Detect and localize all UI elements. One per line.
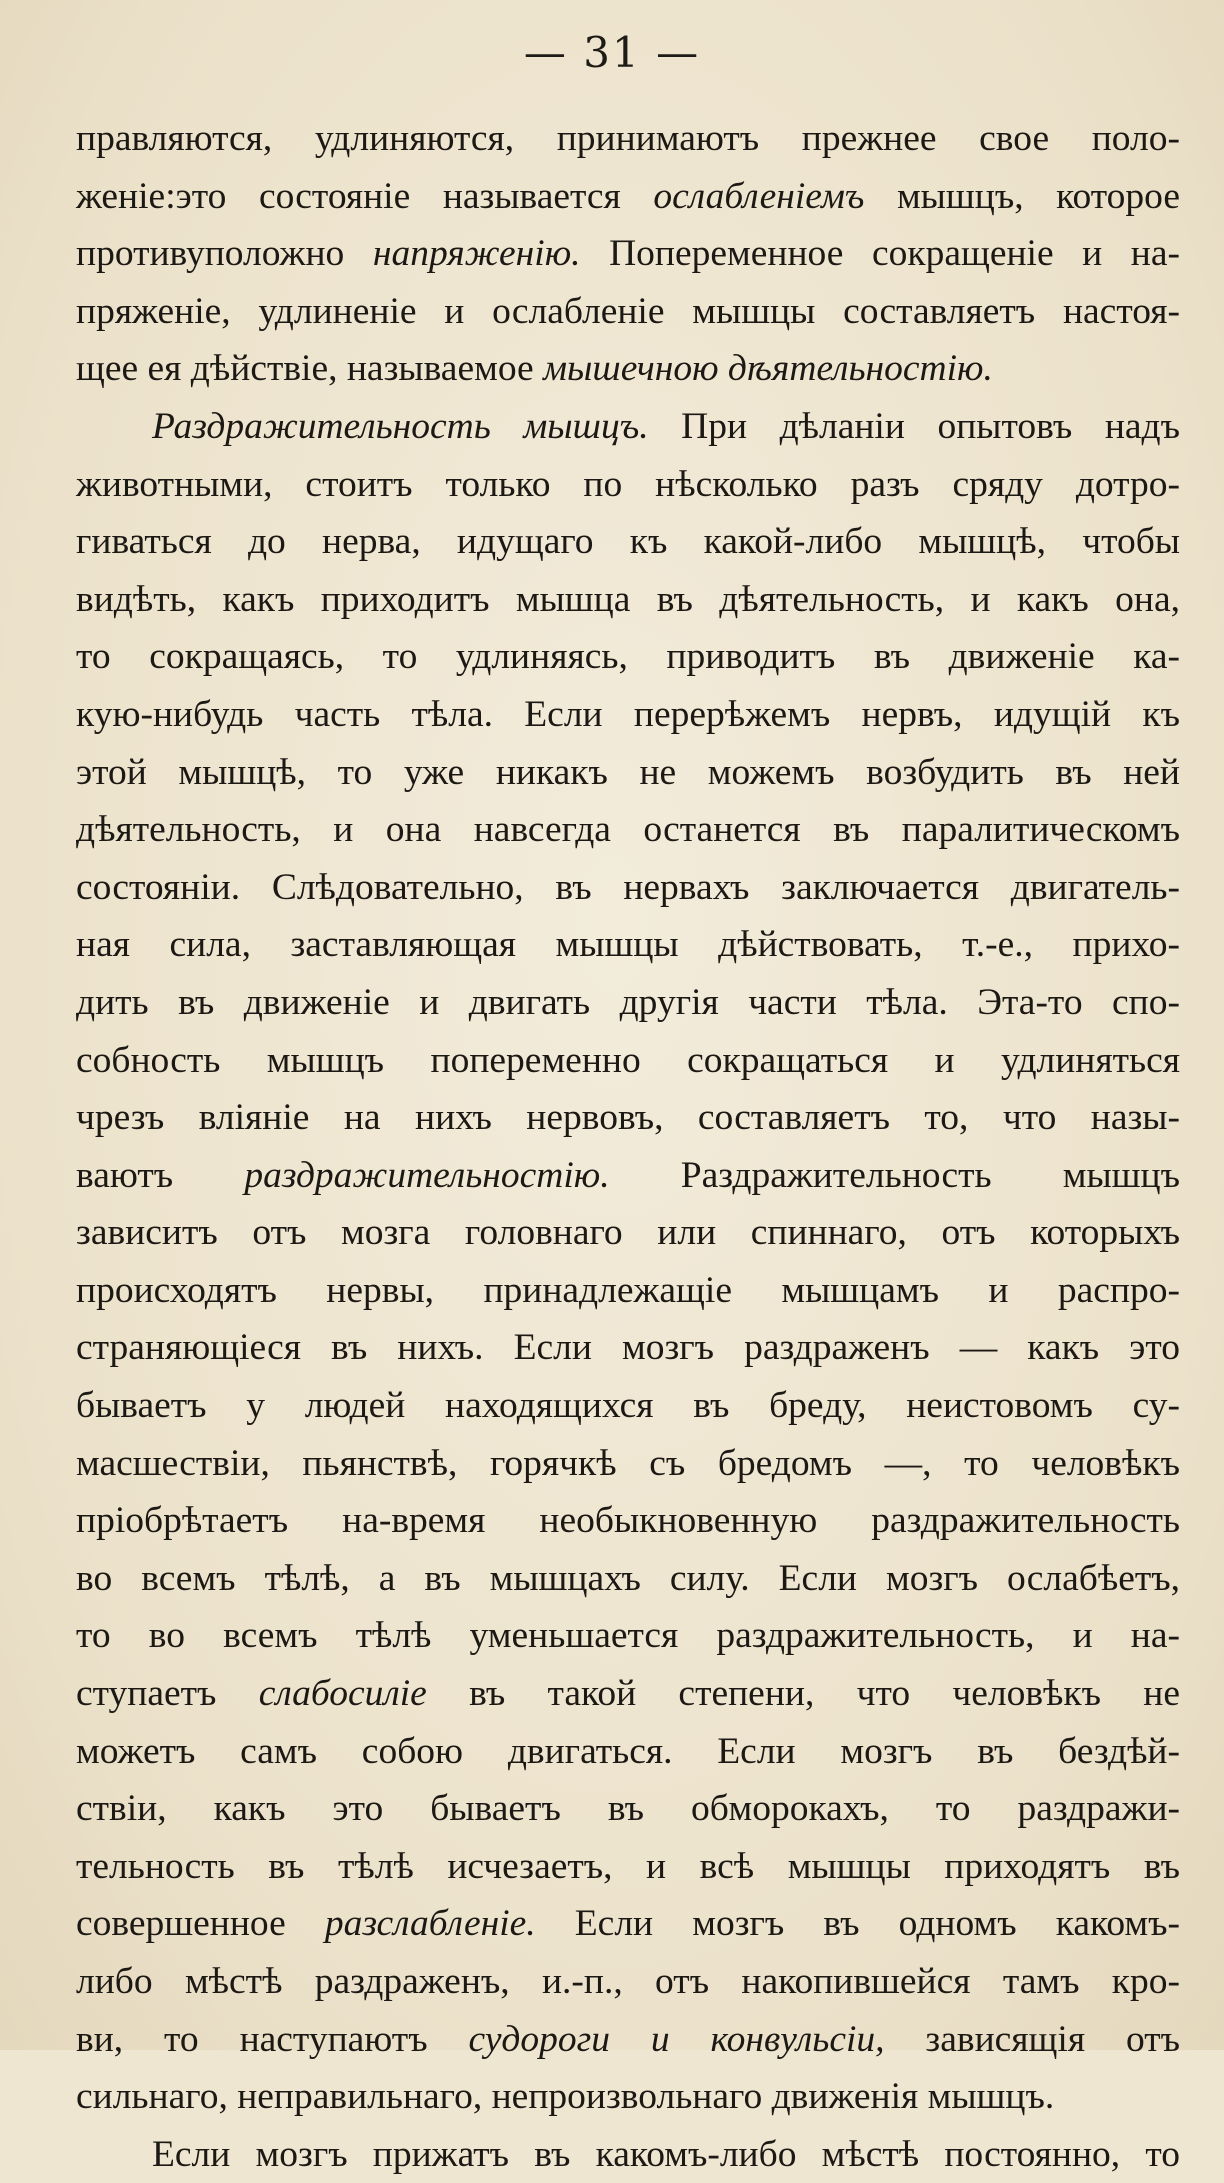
text-segment: пріобрѣтаетъ на-время необыкновенную раздражительность	[76, 1500, 1180, 1542]
italic-term: Раздражительность мышцъ.	[152, 405, 649, 447]
text-segment: Если мозгъ въ одномъ какомъ-	[535, 1903, 1180, 1945]
text-line	[76, 1147, 1180, 1205]
text-segment: ная сила, заставляющая мышцы дѣйствовать, т.-е., прихо-	[76, 924, 1180, 966]
text-line	[76, 225, 1180, 283]
text-line	[76, 628, 1180, 686]
text-segment: зависитъ отъ мозга головнаго или спиннаго, отъ которыхъ	[76, 1212, 1180, 1254]
text-segment: этой мышцѣ, то уже никакъ не можемъ возбудить въ ней	[76, 751, 1180, 793]
page-number: — 31 —	[523, 28, 701, 77]
text-line	[76, 1723, 1180, 1781]
text-line	[76, 168, 1180, 226]
italic-term: слабосиліе	[258, 1673, 427, 1715]
text-segment: При дѣланіи опытовъ надъ	[648, 405, 1181, 447]
text-line	[76, 2126, 1180, 2183]
text-line	[76, 1319, 1180, 1377]
text-segment: ступаетъ	[76, 1673, 259, 1715]
text-line	[76, 571, 1180, 629]
text-segment: ви, то наступаютъ	[76, 2018, 469, 2060]
text-line	[76, 1895, 1180, 1953]
text-line	[76, 283, 1180, 341]
text-segment: масшествіи, пьянствѣ, горячкѣ съ бредомъ —, то человѣкъ	[76, 1442, 1180, 1484]
text-segment: тельность въ тѣлѣ исчезаетъ, и всѣ мышцы приходятъ въ	[76, 1845, 1180, 1887]
text-segment: ствіи, какъ это бываетъ въ обморокахъ, то раздражи-	[76, 1788, 1180, 1830]
text-line	[76, 340, 1180, 398]
text-line	[76, 744, 1180, 802]
text-segment: во всемъ тѣлѣ, а въ мышцахъ силу. Если мозгъ ослабѣетъ,	[76, 1557, 1180, 1599]
text-line	[76, 1780, 1180, 1838]
text-segment: щее ея дѣйствіе, называемое	[76, 348, 544, 390]
text-segment: кую-нибудь часть тѣла. Если перерѣжемъ нервъ, идущій къ	[76, 693, 1180, 735]
text-segment: страняющіеся въ нихъ. Если мозгъ раздраженъ — какъ это	[76, 1327, 1180, 1369]
text-line	[76, 1550, 1180, 1608]
text-line	[76, 1089, 1180, 1147]
text-line	[76, 1953, 1180, 2011]
body-text	[76, 110, 1180, 2183]
text-line	[76, 686, 1180, 744]
text-segment: Если мозгъ прижатъ въ какомъ-либо мѣстѣ постоянно, то	[152, 2133, 1180, 2175]
text-segment: Раздражительность мышцъ	[609, 1154, 1180, 1196]
text-segment: пряженіе, удлиненіе и ослабленіе мышцы составляетъ настоя-	[76, 290, 1180, 332]
text-segment: можетъ самъ собою двигаться. Если мозгъ въ бездѣй-	[76, 1730, 1180, 1772]
text-segment: дѣятельность, и она навсегда останется въ паралитическомъ	[76, 809, 1180, 851]
text-line	[76, 1665, 1180, 1723]
text-segment: гиваться до нерва, идущаго къ какой-либо мышцѣ, чтобы	[76, 521, 1180, 563]
text-line	[76, 1492, 1180, 1550]
text-segment: то во всемъ тѣлѣ уменьшается раздражительность, и на-	[76, 1615, 1180, 1657]
italic-term: разслабленіе.	[324, 1903, 536, 1945]
text-segment: зависящія отъ	[884, 2018, 1181, 2060]
text-line	[76, 801, 1180, 859]
text-segment: происходятъ нервы, принадлежащіе мышцамъ и распро-	[76, 1269, 1180, 1311]
text-line	[76, 1032, 1180, 1090]
text-segment: мышцъ, которое	[864, 175, 1181, 217]
text-line	[76, 2068, 1180, 2126]
text-segment: женіе:это состояніе называется	[76, 175, 654, 217]
text-line	[76, 110, 1180, 168]
text-segment: состояніи. Слѣдовательно, въ нервахъ заключается двигатель-	[76, 866, 1180, 908]
text-segment: совершенное	[76, 1903, 325, 1945]
italic-term: напряженію.	[372, 233, 581, 275]
text-line	[76, 1377, 1180, 1435]
text-segment: собность мышцъ попеременно сокращаться и удлиняться	[76, 1039, 1180, 1081]
text-segment: сильнаго, неправильнаго, непроизвольнаго движенія мышцъ.	[76, 2076, 1055, 2118]
text-segment: то сокращаясь, то удлиняясь, приводитъ въ движеніе ка-	[76, 636, 1180, 678]
text-segment: ваютъ	[76, 1154, 245, 1196]
text-segment: бываетъ у людей находящихся въ бреду, неистовомъ су-	[76, 1385, 1180, 1427]
text-line	[76, 1262, 1180, 1320]
italic-term: раздражительностію.	[244, 1154, 610, 1196]
text-segment: видѣть, какъ приходитъ мышца въ дѣятельность, и какъ она,	[76, 578, 1180, 620]
text-segment: правляются, удлиняются, принимаютъ прежнее свое поло-	[76, 118, 1180, 159]
italic-term: судороги и конвульсіи,	[468, 2018, 885, 2060]
text-line	[76, 456, 1180, 514]
text-segment: въ такой степени, что человѣкъ не	[426, 1673, 1180, 1715]
text-line	[76, 1435, 1180, 1493]
text-line	[76, 1607, 1180, 1665]
text-line	[76, 1838, 1180, 1896]
text-line	[76, 859, 1180, 917]
text-line	[76, 974, 1180, 1032]
text-line	[76, 1204, 1180, 1262]
text-line	[76, 916, 1180, 974]
text-line	[76, 2011, 1180, 2069]
text-segment: противуположно	[76, 233, 373, 275]
text-segment: Попеременное сокращеніе и на-	[580, 233, 1180, 275]
text-line	[76, 513, 1180, 571]
italic-term: ослабленіемъ	[653, 175, 865, 217]
text-segment: дить въ движеніе и двигать другія части тѣла. Эта-то спо-	[76, 981, 1180, 1023]
text-segment: животными, стоитъ только по нѣсколько разъ сряду дотро-	[76, 463, 1180, 505]
text-line	[76, 398, 1180, 456]
text-segment: либо мѣстѣ раздраженъ, и.-п., отъ накопившейся тамъ кро-	[76, 1961, 1180, 2002]
italic-term: мышечною дѣятельностію.	[543, 348, 993, 390]
text-segment: чрезъ вліяніе на нихъ нервовъ, составляетъ то, что назы-	[76, 1097, 1180, 1139]
